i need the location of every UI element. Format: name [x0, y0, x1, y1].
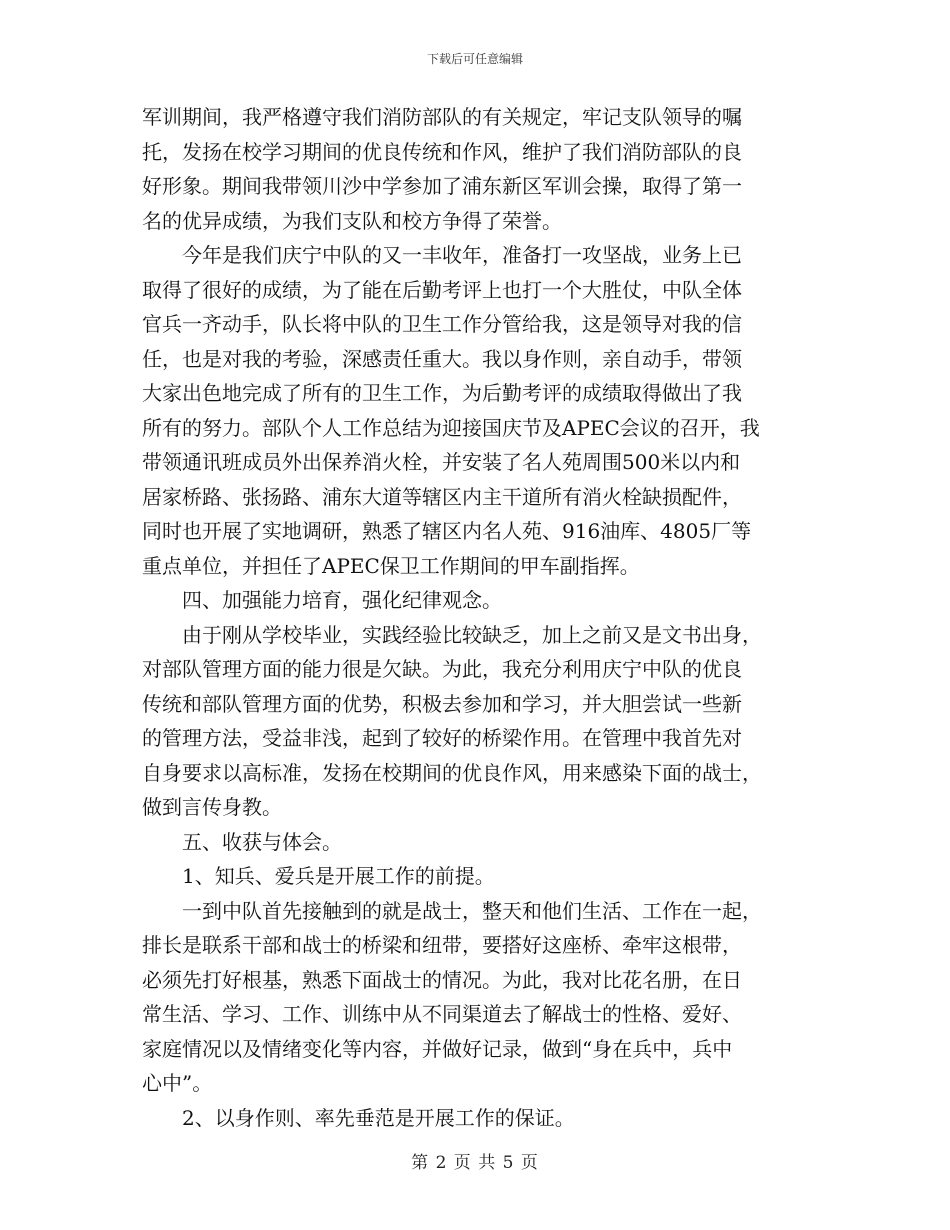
section-heading: 四、加强能力培育，强化纪律观念。	[142, 588, 502, 612]
text-line: 重点单位，并担任了APEC保卫工作期间的甲车副指挥。	[142, 553, 640, 578]
text-line: 心中”。	[142, 1071, 213, 1095]
text-line: 自身要求以高标准，发扬在校期间的优良作风，用来感染下面的战士，	[142, 760, 762, 785]
text-line: 托，发扬在校学习期间的优良传统和作风，维护了我们消防部队的良	[142, 139, 742, 164]
text-line: 取得了很好的成绩，为了能在后勤考评上也打一个大胜仗，中队全体	[142, 277, 742, 302]
text-line: 任，也是对我的考验，深感责任重大。我以身作则，亲自动手，带领	[142, 346, 742, 371]
text-line: 所有的努力。部队个人工作总结为迎接国庆节及APEC会议的召开，我	[142, 415, 760, 440]
document-body	[142, 100, 812, 1135]
text-line: 由于刚从学校毕业，实践经验比较缺乏，加上之前又是文书出身，	[142, 622, 762, 647]
text-line: 官兵一齐动手，队长将中队的卫生工作分管给我，这是领导对我的信	[142, 312, 742, 336]
text-line: 家庭情况以及情绪变化等内容，并做好记录，做到“身在兵中，兵中	[142, 1036, 733, 1061]
text-line: 常生活、学习、工作、训练中从不同渠道去了解战士的性格、爱好、	[142, 1002, 742, 1026]
text-line: 今年是我们庆宁中队的又一丰收年，准备打一攻坚战，业务上已	[142, 243, 742, 267]
text-line: 必须先打好根基，熟悉下面战士的情况。为此，我对比花名册，在日	[142, 967, 742, 992]
text-line: 带领通讯班成员外出保养消火栓，并安装了名人苑周围500米以内和	[142, 450, 741, 474]
text-line: 名的优异成绩，为我们支队和校方争得了荣誉。	[142, 208, 562, 233]
text-line: 同时也开展了实地调研，熟悉了辖区内名人苑、916油库、4805厂等	[142, 519, 752, 543]
text-line: 好形象。期间我带领川沙中学参加了浦东新区军训会操，取得了第一	[142, 174, 742, 198]
page-header: 下载后可任意编辑	[426, 52, 523, 66]
text-line: 传统和部队管理方面的优势，积极去参加和学习，并大胆尝试一些新	[142, 691, 742, 716]
subsection-heading: 2、以身作则、率先垂范是开展工作的保证。	[142, 1105, 575, 1130]
text-line: 做到言传身教。	[142, 795, 282, 819]
text-line: 一到中队首先接触到的就是战士，整天和他们生活、工作在一起，	[142, 898, 762, 923]
text-line: 对部队管理方面的能力很是欠缺。为此，我充分利用庆宁中队的优良	[142, 657, 742, 681]
text-line: 的管理方法，受益非浅，起到了较好的桥梁作用。在管理中我首先对	[142, 726, 742, 750]
text-line: 军训期间，我严格遵守我们消防部队的有关规定，牢记支队领导的嘱	[142, 105, 742, 129]
subsection-heading: 1、知兵、爱兵是开展工作的前提。	[142, 864, 495, 888]
text-line: 排长是联系干部和战士的桥梁和纽带，要搭好这座桥、牵牢这根带，	[142, 933, 742, 957]
section-heading: 五、收获与体会。	[142, 829, 342, 854]
text-line: 居家桥路、张扬路、浦东大道等辖区内主干道所有消火栓缺损配件，	[142, 484, 742, 509]
text-line: 大家出色地完成了所有的卫生工作，为后勤考评的成绩取得做出了我	[142, 381, 742, 405]
page-number: 第 2 页 共 5 页	[411, 1153, 539, 1173]
